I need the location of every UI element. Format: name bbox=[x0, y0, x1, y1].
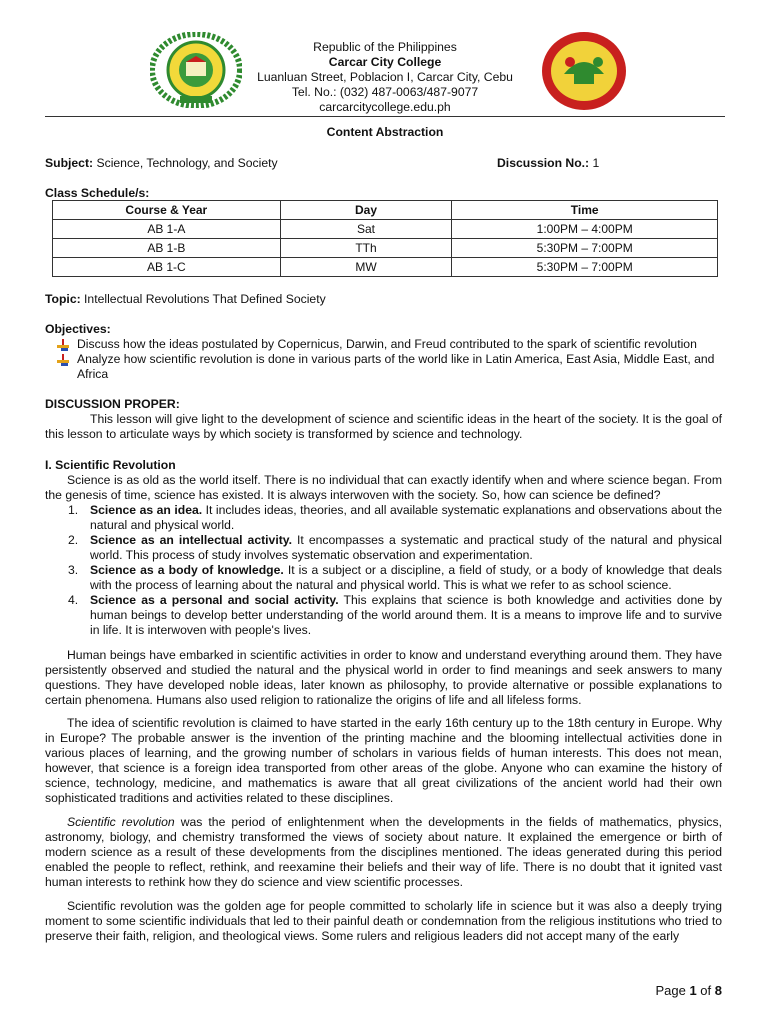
item-text: This explains that science is both knowledge and activities done by human beings to develop better understanding of the world around them. It is a means to improve life and to survive in life. It is interwoven with people's lives. bbox=[90, 593, 722, 637]
discussion-line bbox=[497, 156, 599, 171]
table-row bbox=[53, 239, 718, 258]
cell-day: Sat bbox=[280, 220, 452, 239]
bullet-arrow-icon bbox=[57, 339, 69, 351]
cell-day: TTh bbox=[280, 239, 452, 258]
item-term: Science as an intellectual activity. bbox=[90, 533, 293, 547]
current-page: 1 bbox=[689, 983, 697, 998]
city-of-carcar-seal bbox=[540, 30, 628, 112]
cell-time: 5:30PM – 7:00PM bbox=[452, 239, 718, 258]
page-number bbox=[655, 983, 722, 998]
paragraph: The idea of scientific revolution is claimed to have started in the early 16th century up to the 18th century in Europe. Why in Europe? The probable answer is the invention of the printing machine and the blooming intellectual activities done in various places of learning, and the growing number of scholars in various fields of human interests. This does not mean, however, that science is a foreign idea transported from other areas of the globe. Anyone who can examine the history of science, technology, medicine, and mathematics is aware that all great civilizations of the ancient world had their own sophisticated traditions and activities related to these disciplines. bbox=[45, 716, 722, 805]
cell-course: AB 1-C bbox=[53, 258, 281, 277]
document-title: Content Abstraction bbox=[326, 125, 444, 139]
page-word: Page bbox=[655, 983, 686, 998]
objective-text: Discuss how the ideas postulated by Copernicus, Darwin, and Freud contributed to the spark of scientific revolution bbox=[77, 337, 697, 351]
item-text: It includes ideas, theories, and all available systematic explanations and observations about the natural and physical world. bbox=[90, 503, 722, 532]
address-line: Luanluan Street, Poblacion I, Carcar City, Cebu bbox=[257, 70, 513, 84]
table-row bbox=[53, 220, 718, 239]
class-schedule-table bbox=[52, 200, 718, 277]
paragraph-text: was the period of enlightenment when the developments in the fields of mathematics, physics, astronomy, biology, and chemistry transformed the views of society about nature. It explained the emergence or birth of modern science as a result of these developments from the disciplines mentioned. The ideas generated during this period enabled the people to reflect, rethink, and reexamine their beliefs and their way of life. There is no doubt that it ignited vast human interests to rethink how they do science and view scientific processes. bbox=[45, 815, 722, 889]
list-item bbox=[68, 503, 722, 533]
bullet-arrow-icon bbox=[57, 354, 69, 366]
list-item bbox=[57, 337, 727, 352]
tel-line: Tel. No.: (032) 487-0063/487-9077 bbox=[291, 85, 479, 99]
list-item bbox=[68, 593, 722, 638]
topic-value: Intellectual Revolutions That Defined Society bbox=[84, 292, 326, 306]
paragraph: Human beings have embarked in scientific activities in order to know and understand everything around them. They have persistently observed and studied the natural and the physical world in order to find meanings and seek answers to many questions. They have developed noble ideas, later known as philosophy, to provide alternative or possible explanations to certain phenomena. Humans also used religion to rationalize the origins of life and all lifeless forms. bbox=[45, 648, 722, 707]
header-divider bbox=[45, 116, 725, 117]
science-definitions-list bbox=[68, 503, 722, 638]
header-day: Day bbox=[280, 201, 452, 220]
letterhead bbox=[230, 40, 540, 115]
topic-line bbox=[45, 292, 326, 307]
discussion-proper-heading: DISCUSSION PROPER: bbox=[45, 397, 180, 411]
objective-text: Analyze how scientific revolution is done in various parts of the world like in Latin America, East Asia, Middle East, and Africa bbox=[77, 352, 715, 381]
item-number: 4. bbox=[68, 593, 79, 607]
subject-line bbox=[45, 156, 278, 171]
item-term: Science as a body of knowledge. bbox=[90, 563, 284, 577]
item-number: 1. bbox=[68, 503, 79, 517]
carcar-city-college-logo bbox=[150, 32, 242, 108]
republic-line: Republic of the Philippines bbox=[313, 40, 457, 54]
cell-course: AB 1-B bbox=[53, 239, 281, 258]
cell-time: 1:00PM – 4:00PM bbox=[452, 220, 718, 239]
discussion-intro: This lesson will give light to the development of science and scientific ideas in the heart of the society. It is the goal of this lesson to articulate ways by which society is transformed by science and technology. bbox=[45, 412, 722, 441]
item-term: Science as a personal and social activity. bbox=[90, 593, 339, 607]
cell-time: 5:30PM – 7:00PM bbox=[452, 258, 718, 277]
discussion-label: Discussion No.: bbox=[497, 156, 590, 170]
header-course: Course & Year bbox=[53, 201, 281, 220]
item-number: 2. bbox=[68, 533, 79, 547]
discussion-value: 1 bbox=[592, 156, 600, 170]
section-heading: I. Scientific Revolution bbox=[45, 458, 176, 472]
objectives-label: Objectives: bbox=[45, 322, 111, 336]
class-schedule-label: Class Schedule/s: bbox=[45, 186, 150, 200]
section-intro: Science is as old as the world itself. There is no individual that can exactly identify when and where science began. From the genesis of time, science has existed. It is always interwoven with the society. So, how can science be defined? bbox=[45, 473, 722, 502]
cell-course: AB 1-A bbox=[53, 220, 281, 239]
item-text: It encompasses a systematic and practical study of the natural and physical world. This process of study involves systematic observation and experimentation. bbox=[90, 533, 722, 562]
item-term: Science as an idea. bbox=[90, 503, 203, 517]
topic-label: Topic: bbox=[45, 292, 81, 306]
college-name: Carcar City College bbox=[328, 55, 442, 69]
list-item bbox=[68, 563, 722, 593]
subject-value: Science, Technology, and Society bbox=[96, 156, 278, 170]
header-time: Time bbox=[452, 201, 718, 220]
total-pages: 8 bbox=[714, 983, 722, 998]
paragraph bbox=[45, 815, 722, 890]
objectives-list bbox=[57, 337, 727, 382]
item-number: 3. bbox=[68, 563, 79, 577]
paragraph: Scientific revolution was the golden age for people committed to scholarly life in science but it was also a deeply trying moment to some scientific individuals that led to their painful death or condemnation from the religious institutions who tried to preserve their faith, religion, and theological views. Some rulers and religious leaders did not accept many of the early bbox=[45, 899, 722, 943]
table-header-row bbox=[53, 201, 718, 220]
of-word: of bbox=[700, 983, 712, 998]
italic-term: Scientific revolution bbox=[67, 815, 175, 829]
cell-day: MW bbox=[280, 258, 452, 277]
subject-label: Subject: bbox=[45, 156, 94, 170]
website-line: carcarcitycollege.edu.ph bbox=[319, 100, 451, 114]
list-item bbox=[68, 533, 722, 563]
item-text: It is a subject or a discipline, a field of study, or a body of knowledge that deals with the process of learning about the natural and physical world. This is what we refer to as school science. bbox=[90, 563, 722, 592]
table-row bbox=[53, 258, 718, 277]
list-item bbox=[57, 352, 727, 382]
